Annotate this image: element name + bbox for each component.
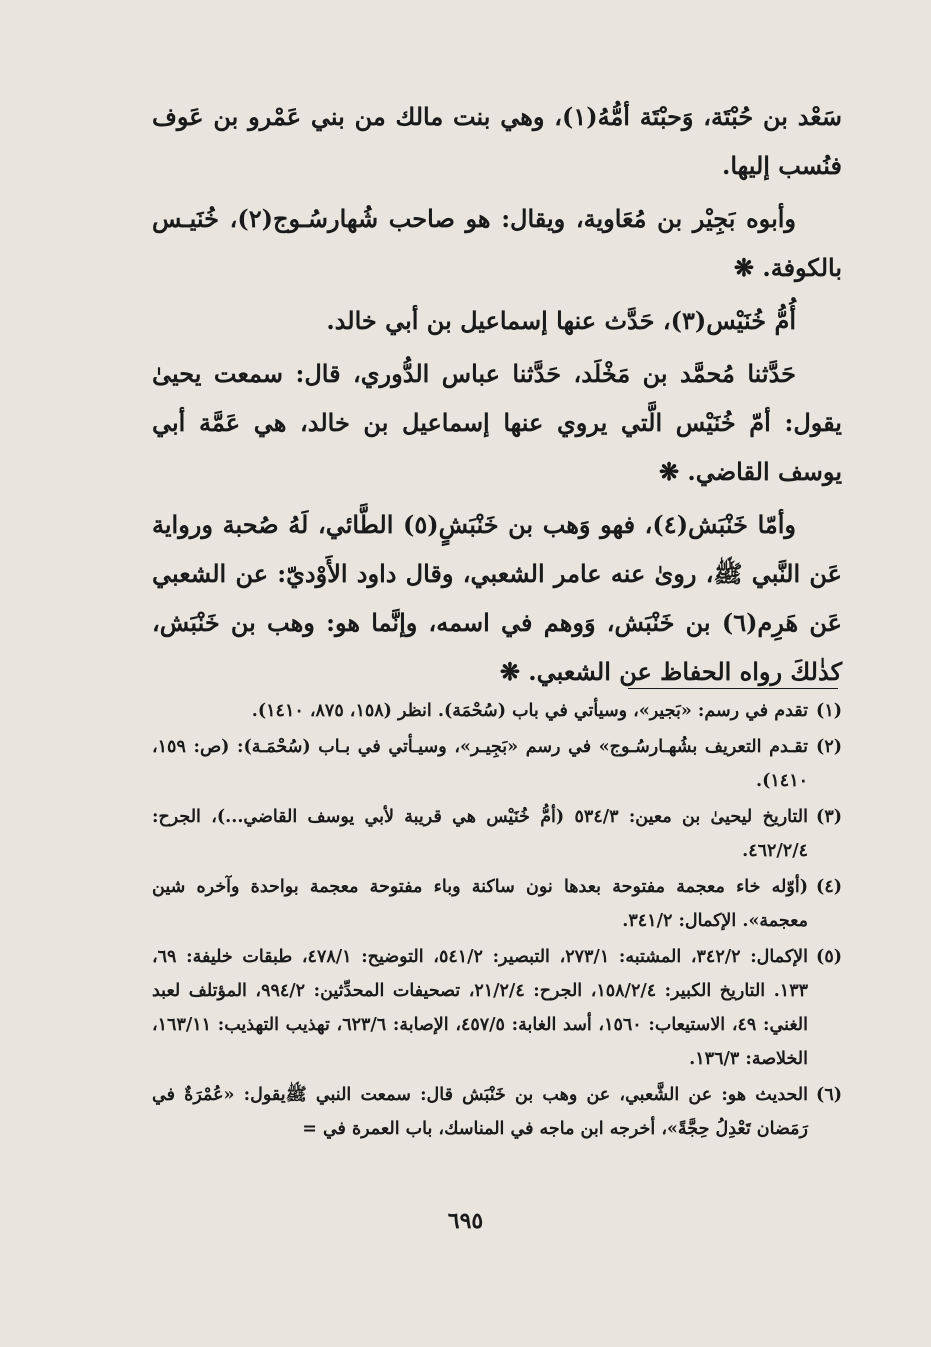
footnote-5 [152, 940, 842, 1076]
paragraph-4: حَدَّثنا مُحمَّد بن مَخْلَد، حَدَّثنا عباس الدُّوري، قال: سمعت يحيىٰ يقول: أمّ خُنَيْس الَّتي يروي عنها إسماعيل بن خالد، هي عَمَّة أبي يوسف القاضي. ❋ [152, 359, 842, 486]
footnote-number: (٤) [816, 877, 842, 897]
paragraph-2: وأبوه بَجِيْر بن مُعَاوية، ويقال: هو صاحب شُهارسُـوج(٢)، خُنَيـس بالكوفة. ❋ [152, 204, 842, 282]
footnote-4 [152, 870, 842, 938]
footnote-6 [152, 1078, 842, 1146]
footnote-number: (٦) [816, 1085, 842, 1105]
footnote-divider [628, 688, 838, 689]
footnote-text: تقـدم التعريف بشُهـارسُـوج» في رسم «بَجِيـر»، وسيـأتي في بـاب (سُحْمَـة): (ص: ١٥٩، ١٤١٠). [152, 737, 808, 791]
footnote-text: التاريخ ليحيىٰ بن معين: ٥٣٤/٣ (أمُّ خُنَيْس هي قريبة لأبي يوسف القاضي...)، الجرح: ٤٦٢/٢/٤. [152, 807, 808, 861]
footnote-text: الإكمال: ٣٤٢/٢، المشتبه: ٢٧٣/١، التبصير: ٥٤١/٢، التوضيح: ٤٧٨/١، طبقات خليفة: ٦٩، ١٣٣. التاريخ الكبير: ١٥٨/٢/٤، الجرح: ٢١/٢/٤، تصحيفات المحدِّثين: ٩٩٤/٢، المؤتلف لعبد الغني: ٤٩، الاستيعاب: ١٥٦٠، أسد الغابة: ٤٥٧/٥، الإصابة: ٦٢٣/٦، تهذيب التهذيب: ١٦٣/١١، الخلاصة: ١٣٦/٣. [152, 947, 808, 1069]
footnote-number: (١) [816, 701, 842, 721]
footnote-3 [152, 800, 842, 868]
footnotes [152, 694, 842, 1148]
footnote-2 [152, 730, 842, 798]
footnote-text: (أوّله خاء معجمة مفتوحة بعدها نون ساكنة وباء مفتوحة معجمة بواحدة وآخره شين معجمة». الإكمال: ٣٤١/٢. [152, 877, 808, 931]
main-text [152, 92, 842, 700]
paragraph-1: سَعْد بن حُبْتَة، وَحبْتَة أمُّهُ(١)، وهي بنت مالك من بني عَمْرو بن عَوف فنُسب إليها. [152, 102, 842, 180]
paragraph-3: أُمُّ خُنَيْس(٣)، حَدَّث عنها إسماعيل بن أبي خالد. [326, 306, 796, 335]
footnote-number: (٣) [816, 807, 842, 827]
footnote-number: (٢) [816, 737, 842, 757]
footnote-text: تقدم في رسم: «بَجير»، وسيأتي في باب (سُحْمَة). انظر (١٥٨، ٨٧٥، ١٤١٠). [251, 701, 808, 721]
page-number: ٦٩٥ [447, 1208, 484, 1234]
footnote-1 [152, 694, 842, 728]
footnote-number: (٥) [816, 947, 842, 967]
paragraph-5: وأمّا خَنْبَش(٤)، فهو وَهب بن خَنْبَشٍ(٥) الطَّائي، لَهُ صُحبة ورواية عَن النَّبي ﷺ، روىٰ عنه عامر الشعبي، وقال داود الأَوْديّ: عن الشعبي عَن هَرِم(٦) بن خَنْبَش، وَوهم في اسمه، وإنَّما هو: وهب بن خَنْبَش، كذٰلكَ رواه الحفاظ عن الشعبي. ❋ [152, 510, 843, 686]
footnote-text: الحديث هو: عن الشَّعبي، عن وهب بن خَنْبَش قال: سمعت النبي ﷺيقول: «عُمْرَةٌ في رَمَضان تَعْدِلُ حِجَّةً»، أخرجه ابن ماجه في المناسك، باب العمرة في = [152, 1085, 808, 1139]
